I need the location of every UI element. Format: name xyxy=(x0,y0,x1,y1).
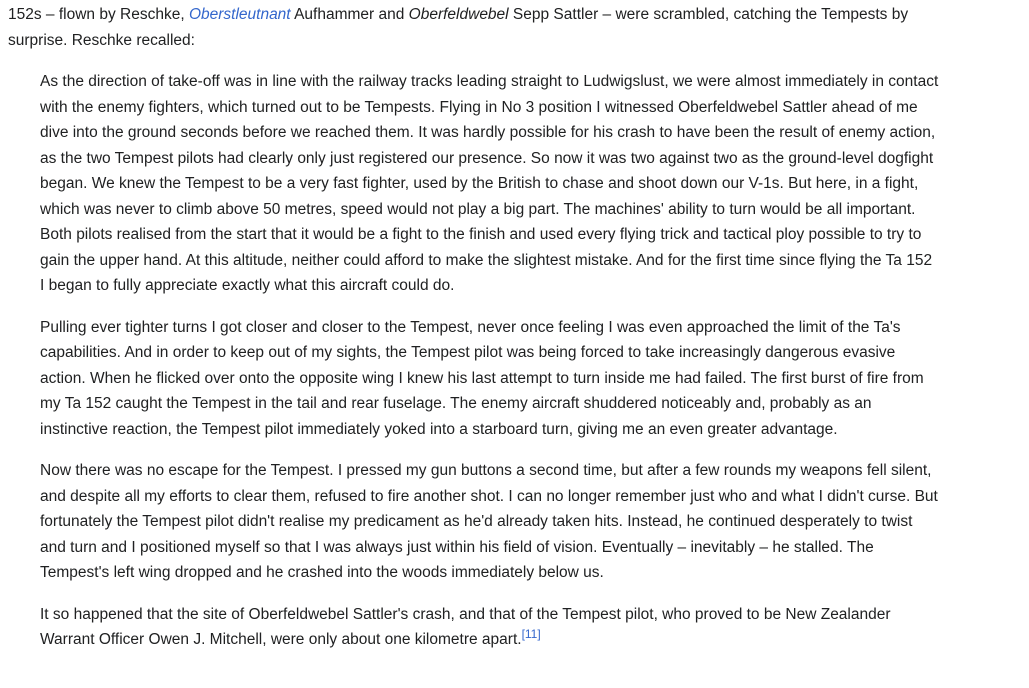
quote-paragraph-4-text: It so happened that the site of Oberfeldwebel Sattler's crash, and that of the Tempest pilot, who proved to be New Zealander Warrant Officer Owen J. Mitchell, were only about one kilometre apart. xyxy=(40,605,891,648)
intro-text-2: Aufhammer and xyxy=(290,6,409,23)
citation-superscript xyxy=(522,626,541,641)
intro-text-3: Sepp Sattler – were scrambled, catching the Tempests by surprise. Reschke recalled: xyxy=(8,6,909,49)
intro-text-1: 152s – flown by Reschke, xyxy=(8,6,189,23)
oberstleutnant-link[interactable]: Oberstleutnant xyxy=(188,6,291,23)
intro-paragraph xyxy=(8,2,968,53)
citation-link-11[interactable]: [11] xyxy=(521,626,541,641)
rank-oberfeldwebel: Oberfeldwebel xyxy=(408,6,509,23)
quote-paragraph-4 xyxy=(40,602,940,653)
quote-paragraph-2: Pulling ever tighter turns I got closer and closer to the Tempest, never once feeling I was even approached the limit of the Ta's capabilities. And in order to keep out of my sights, the Tempest pilot was being forced to take increasingly dangerous evasive action. When he flicked over onto the opposite wing I knew his last attempt to turn inside me had failed. The first burst of fire from my Ta 152 caught the Tempest in the tail and rear fuselage. The enemy aircraft shuddered noticeably and, probably as an instinctive reaction, the Tempest pilot immediately yoked into a starboard turn, giving me an even greater advantage. xyxy=(40,318,924,438)
quote-paragraph-1: As the direction of take-off was in line with the railway tracks leading straight to Ludwigslust, we were almost immediately in contact with the enemy fighters, which turned out to be Tempests. Flying in No 3 position I witnessed Oberfeldwebel Sattler ahead of me dive into the ground seconds before we reached them. It was hardly possible for his crash to have been the result of enemy action, as the two Tempest pilots had clearly only just registered our presence. So now it was two against two as the ground-level dogfight began. We knew the Tempest to be a very fast fighter, used by the British to chase and shoot down our V-1s. But here, in a fight, which was never to climb above 50 metres, speed would not play a big part. The machines' ability to turn would be all important. Both pilots realised from the start that it would be a fight to the finish and used every flying trick and tactical ploy possible to try to gain the upper hand. At this altitude, neither could afford to make the slightest mistake. And for the first time since flying the Ta 152 I began to fully appreciate exactly what this aircraft could do. xyxy=(40,73,939,294)
reschke-quote xyxy=(40,69,940,653)
quote-paragraph-3: Now there was no escape for the Tempest. I pressed my gun buttons a second time, but after a few rounds my weapons fell silent, and despite all my efforts to clear them, refused to fire another shot. I can no longer remember just who and what I didn't curse. But fortunately the Tempest pilot didn't realise my predicament as he'd already taken hits. Instead, he continued desperately to twist and turn and I positioned myself so that I was always just within his field of vision. Eventually – inevitably – he stalled. The Tempest's left wing dropped and he crashed into the woods immediately below us. xyxy=(40,462,938,581)
